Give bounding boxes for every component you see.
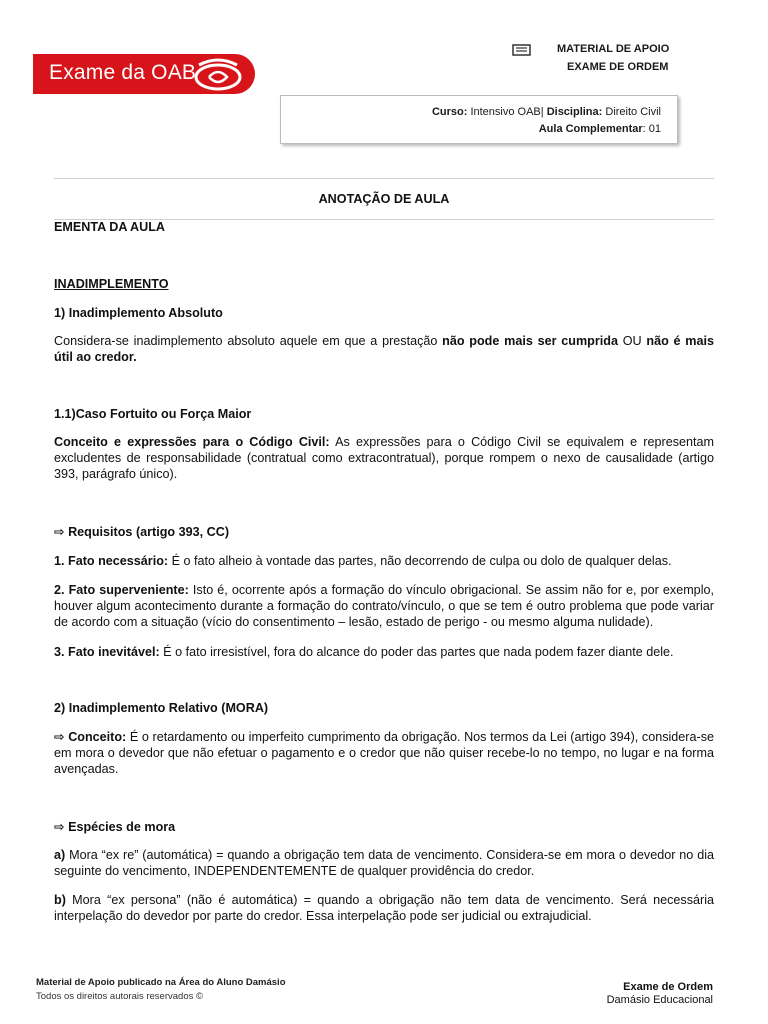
page-title: ANOTAÇÃO DE AULA: [318, 192, 450, 206]
requirements-heading: ⇨ Requisitos (artigo 393, CC): [54, 525, 230, 539]
logo-text: Exame da OAB: [49, 61, 197, 84]
course-box: [280, 95, 678, 144]
material-line-2: EXAME DE ORDEM: [567, 61, 669, 73]
s1-heading: 1) Inadimplemento Absoluto: [54, 306, 223, 320]
s2-heading: 2) Inadimplemento Relativo (MORA): [54, 701, 269, 715]
footer-institution: Damásio Educacional: [606, 994, 713, 1006]
especies-heading: ⇨ Espécies de mora: [54, 820, 176, 834]
footer-exam: Exame de Ordem: [623, 981, 713, 993]
course-line: [432, 106, 661, 118]
discipline-label: Disciplina:: [546, 106, 603, 118]
especie-a: a) Mora “ex re” (automática) = quando a obrigação tem data de vencimento. Considera-se em mora o devedor no dia seguinte do vencimento, INDEPENDENTEMENTE de qualquer providência do credor.: [54, 848, 714, 878]
s1-paragraph: Considera-se inadimplemento absoluto aquele em que a prestação não pode mais ser cumprida OU não é mais útil ao credor.: [54, 334, 714, 364]
footer-copyright: Todos os direitos autorais reservados ©: [36, 991, 203, 1002]
requirement-1: 1. Fato necessário: É o fato alheio à vontade das partes, não decorrendo de culpa ou dolo de qualquer delas.: [54, 554, 672, 568]
requirement-2: 2. Fato superveniente: Isto é, ocorrente após a formação do vínculo obrigacional. Se assim não for e, por exemplo, houver algum acontecimento durante a formação do contrato/vínculo, o que se tem é outro problema que pode variar de acordo com a situação (vício do consentimento – lesão, estado de perigo - ou mesmo alguma nulidade).: [54, 583, 714, 629]
discipline-value: Direito Civil: [602, 106, 661, 118]
material-line-1: MATERIAL DE APOIO: [557, 43, 670, 55]
especie-b: b) Mora “ex persona” (não é automática) = quando a obrigação não tem data de vencimento. Será necessária interpelação do devedor por parte do credor. Essa interpelação pode ser judicial ou extrajudicial.: [54, 893, 714, 923]
s11-paragraph: Conceito e expressões para o Código Civil: As expressões para o Código Civil se equivalem e representam excludentes de responsabilidade (contratual como extracontratual), porque rompem o nexo de causalidade (artigo 393, parágrafo único).: [54, 435, 714, 481]
ementa-heading: EMENTA DA AULA: [54, 220, 165, 234]
class-value: : 01: [642, 123, 661, 135]
s11-heading: 1.1)Caso Fortuito ou Força Maior: [54, 407, 252, 421]
class-line: [539, 123, 661, 135]
arrow-right-icon: ⇨: [54, 820, 65, 834]
section-heading: INADIMPLEMENTO: [54, 277, 169, 291]
document-icon: [512, 43, 532, 62]
footer-publication: Material de Apoio publicado na Área do Aluno Damásio: [36, 977, 286, 988]
oab-logo-mark-icon: [187, 57, 249, 93]
course-value: Intensivo OAB|: [467, 106, 547, 118]
course-label: Curso:: [431, 106, 468, 118]
divider-top: [54, 178, 714, 179]
brand-logo: [33, 54, 255, 94]
arrow-right-icon: ⇨: [54, 525, 65, 539]
requirement-3: 3. Fato inevitável: É o fato irresistível, fora do alcance do poder das partes que nada podem fazer diante dele.: [54, 645, 674, 659]
s2-paragraph: ⇨ Conceito: É o retardamento ou imperfeito cumprimento da obrigação. Nos termos da Lei (artigo 394), considera-se em mora o devedor que não efetuar o pagamento e o credor que não quiser recebe-lo no tempo, no lugar e na forma avençadas.: [54, 730, 715, 776]
arrow-right-icon: ⇨: [54, 730, 65, 744]
class-label: Aula Complementar: [538, 123, 643, 135]
